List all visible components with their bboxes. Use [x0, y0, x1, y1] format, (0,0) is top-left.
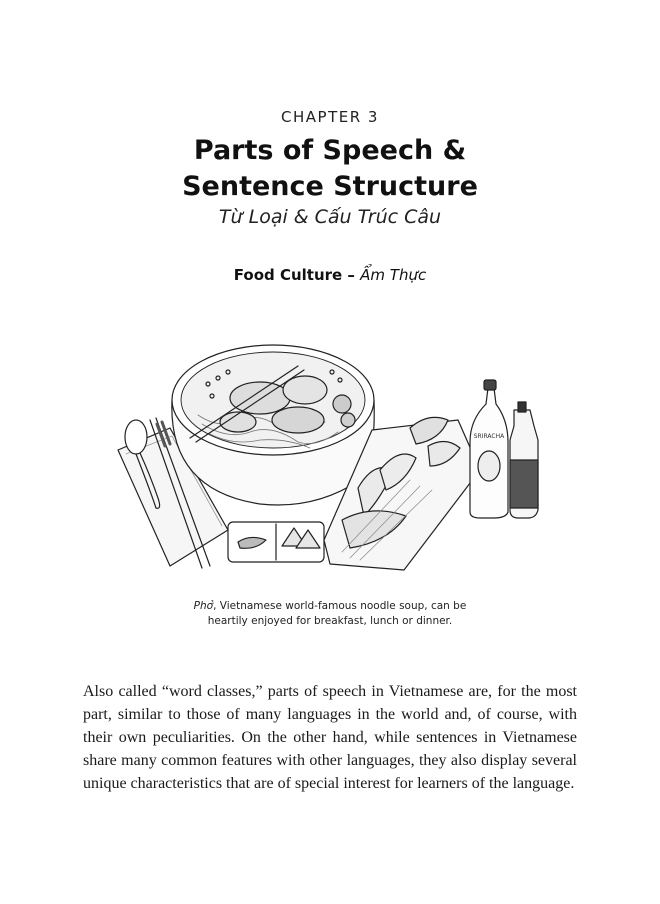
section-title-en: Food Culture – [233, 266, 361, 284]
body-paragraph: Also called “word classes,” parts of speech in Vietnamese are, for the most part, similar to those of many languages in the world and, of course, with their own peculiarities. On the other hand, while sentences in Vietnamese share many common features with other languages, they also display several unique characteristics that are of special interest for learners of the language. [83, 683, 577, 792]
caption-line-2: heartily enjoyed for breakfast, lunch or dinner. [207, 615, 453, 627]
pho-noodle-soup-illustration [110, 320, 550, 590]
bowl-icon [172, 345, 374, 505]
chapter-title [0, 133, 660, 205]
hoisin-bottle-icon [510, 402, 538, 518]
chapter-title-line-1: Parts of Speech & [193, 135, 467, 166]
caption-line-1-rest: , Vietnamese world-famous noodle soup, can be [213, 600, 467, 612]
section-heading [0, 266, 660, 284]
caption-italic-word: Phở [193, 600, 214, 612]
sriracha-bottle-icon [470, 380, 508, 518]
section-title-vi: Ẩm Thực [360, 266, 427, 284]
caption-line-1 [0, 599, 660, 614]
chapter-subtitle: Từ Loại & Cấu Trúc Câu [218, 206, 442, 228]
sriracha-label: SRIRACHA [473, 433, 505, 440]
condiment-dish-icon [228, 522, 324, 562]
chapter-label: CHAPTER 3 [281, 108, 379, 126]
figure-caption [0, 599, 660, 629]
chapter-title-line-2: Sentence Structure [182, 171, 478, 202]
